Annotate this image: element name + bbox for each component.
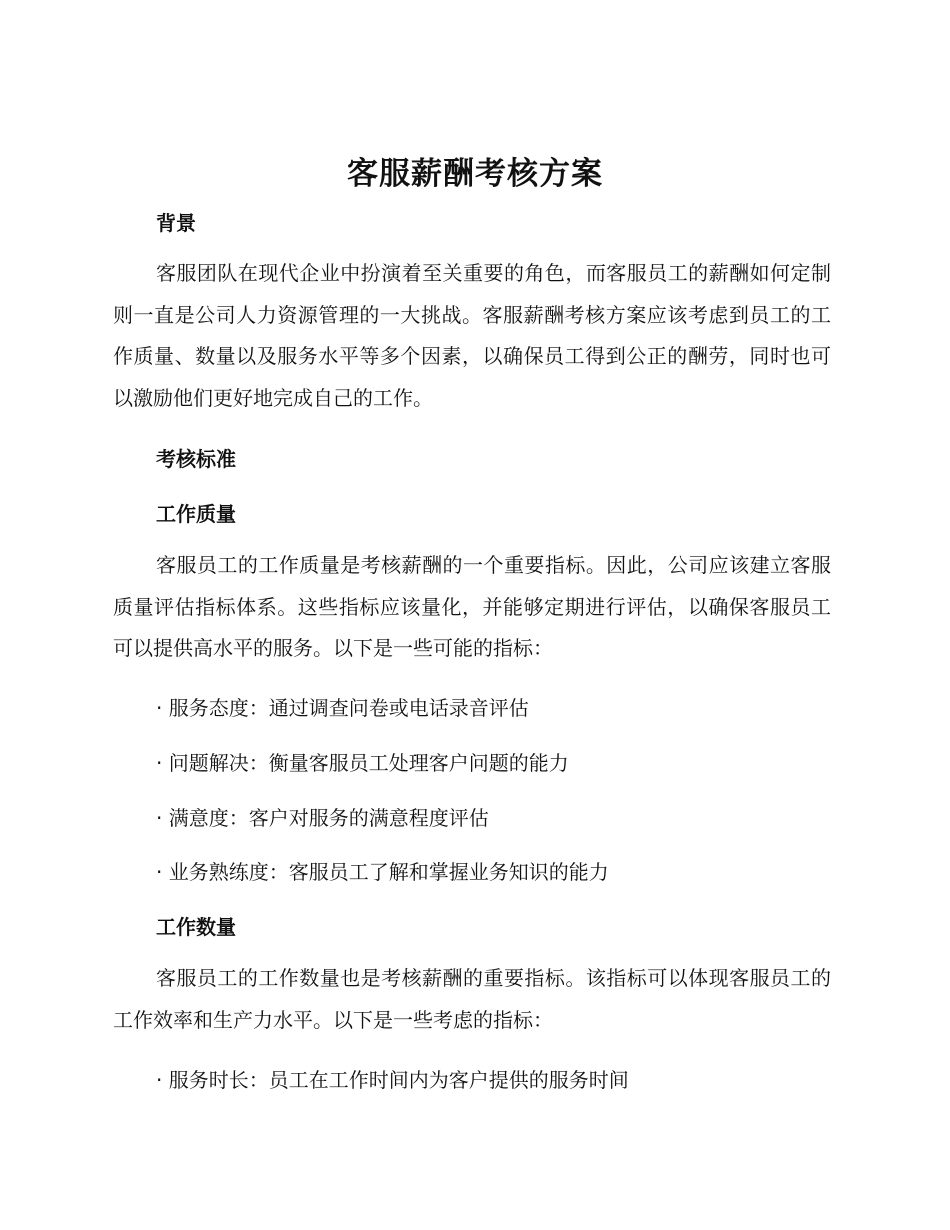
- paragraph-background: 客服团队在现代企业中扮演着至关重要的角色，而客服员工的薪酬如何定制则一直是公司人力资源管理的一大挑战。客服薪酬考核方案应该考虑到员工的工作质量、数量以及服务水平等多个因素，以确保员工得到公正的酬劳，同时也可以激励他们更好地完成自己的工作。: [113, 261, 831, 410]
- list-item: · 业务熟练度：客服员工了解和掌握业务知识的能力: [156, 860, 609, 884]
- heading-quality: 工作质量: [156, 502, 236, 526]
- list-item: · 服务时长：员工在工作时间内为客户提供的服务时间: [156, 1068, 629, 1092]
- list-item: · 问题解决：衡量客服员工处理客户问题的能力: [156, 751, 569, 775]
- heading-criteria: 考核标准: [156, 447, 236, 471]
- paragraph-quality: 客服员工的工作质量是考核薪酬的一个重要指标。因此，公司应该建立客服质量评估指标体系。这些指标应该量化，并能够定期进行评估，以确保客服员工可以提供高水平的服务。以下是一些可能的指标：: [113, 553, 831, 660]
- heading-background: 背景: [156, 211, 196, 235]
- document-title: 客服薪酬考核方案: [347, 156, 603, 192]
- list-item: · 服务态度：通过调查问卷或电话录音评估: [156, 696, 529, 720]
- heading-quantity: 工作数量: [156, 915, 236, 939]
- list-item: · 满意度：客户对服务的满意程度评估: [156, 806, 489, 830]
- paragraph-quantity: 客服员工的工作数量也是考核薪酬的重要指标。该指标可以体现客服员工的工作效率和生产力水平。以下是一些考虑的指标：: [113, 966, 831, 1032]
